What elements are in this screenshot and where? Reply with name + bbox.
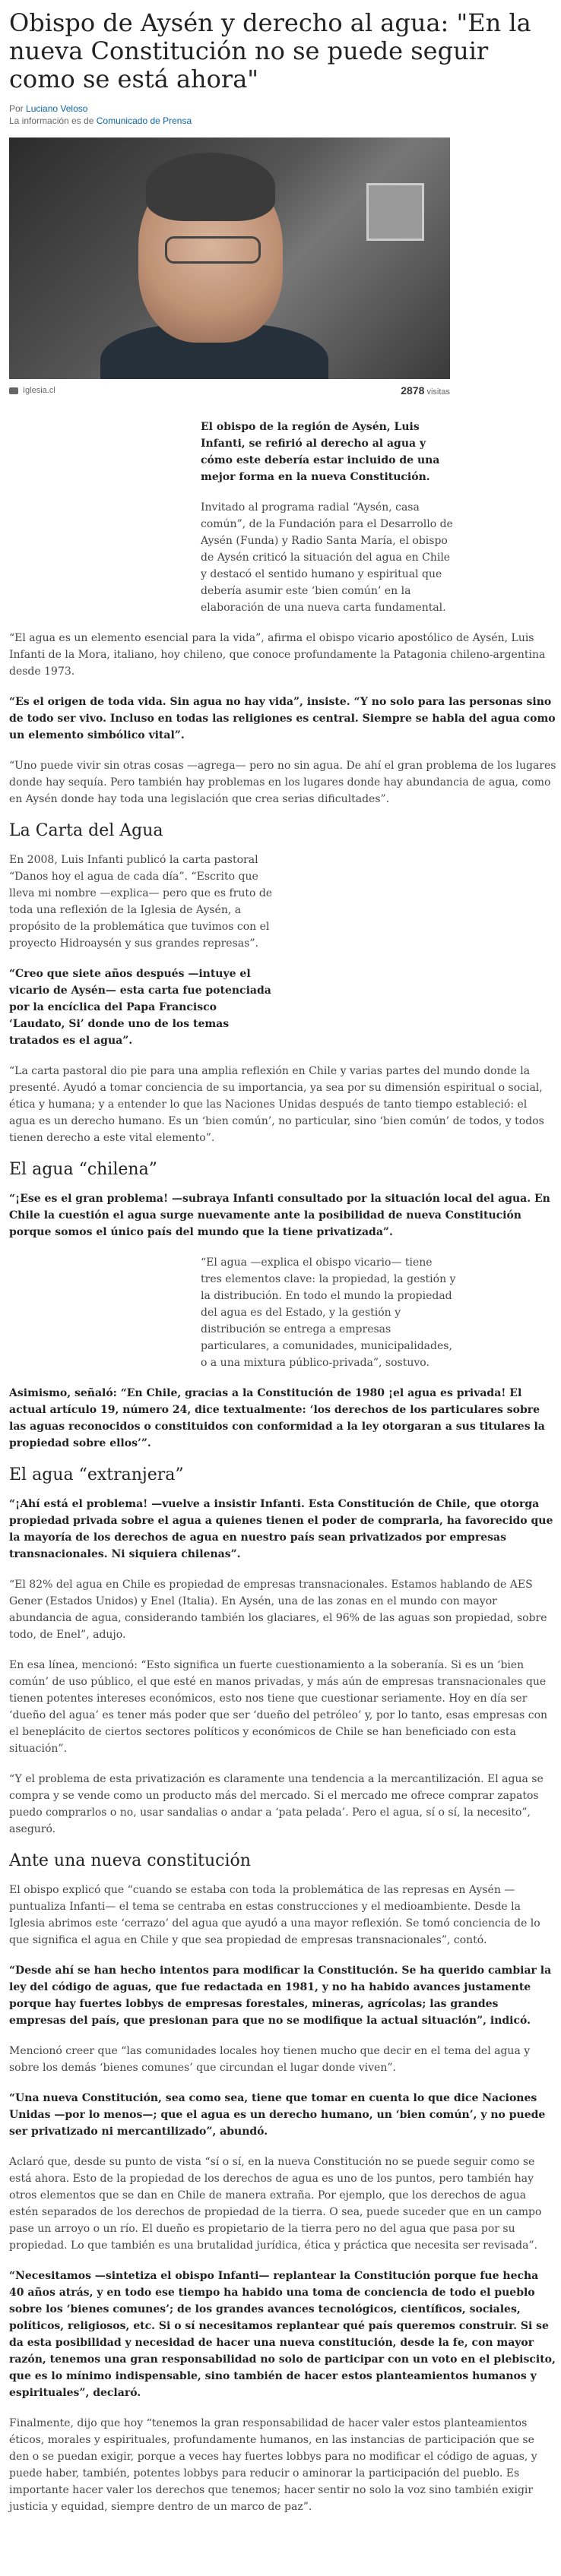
paragraph (9, 1385, 556, 1452)
visits-count: 2878 (401, 384, 425, 397)
paragraph: En esa línea, mencionó: “Esto significa un fuerte cuestionamiento a la soberanía. Si es un ‘bien común’ de uso público, el que esté en manos privadas, y más aún de empresas transnacionales que tienen potentes intereses económicos, esto nos tiene que cuestionar seriamente. Hoy en día ser ‘dueño del agua’ es tener más poder que ser ‘dueño del petróleo’ y, por lo tanto, esas empresas con el beneplácito de ciertos sectores políticos y económicos de Chile se han beneficiado con esta situación”. (9, 1659, 548, 1755)
byline-prefix: Por (9, 103, 24, 114)
photo-credit-text: Iglesia.cl (23, 386, 55, 395)
paragraph: En 2008, Luis Infanti publicó la carta pastoral “Danos hoy el agua de cada día”. “Escrito que lleva mi nombre —explica— pero que es fruto de toda una reflexión de la Iglesia de Aysén, a propósito de la problemática que tuvimos con el proyecto Hidroaysén y sus grandes represas”. (9, 854, 273, 950)
paragraph (9, 2090, 556, 2140)
paragraph: El obispo explicó que “cuando se estaba con toda la problemática de las represas en Aysén —puntualiza Infanti— el tema se centraba en estas construcciones y el medioambiente. Desde la Iglesia abrimos este ‘cerrazo’ del agua que ayudó a una mayor reflexión. Se tomó conciencia de lo que significa el agua en Chile y que sea propiedad de empresas transnacionales”, contó. (9, 1884, 540, 1946)
paragraph (9, 694, 556, 744)
paragraph (9, 1190, 556, 1241)
article (9, 9, 556, 2515)
quote-text: “Es el origen de toda vida. Sin agua no hay vida”, insiste. “Y no solo para las personas sino de todo ser vivo. Incluso en todas las religiones es central. Siempre se habla del agua como un elemento simbólico vital”. (9, 696, 556, 741)
paragraph (9, 2268, 556, 2401)
quote-text: “Desde ahí se han hecho intentos para modificar la Constitución. Se ha querido cambiar la ley del código de aguas, que fue redactada en 1981, y no ha habido avances justamente porque hay fuertes lobbys de empresas forestales, mineras, agrícolas; las grandes empresas del país, que presionan para que no se modifique la actual situación”, indicó. (9, 1964, 552, 2027)
photo-hair (146, 153, 275, 221)
paragraph (9, 1496, 556, 1563)
quote-text: “¡Ese es el gran problema! —subraya Infanti consultado por la situación local del agua. En Chile la cuestión el agua surge nuevamente ante la posibilidad de nueva Constitución porque somos el único país del mundo que la tiene privatizada”. (9, 1193, 550, 1238)
quote-text: “¡Ahí está el problema! —vuelve a insistir Infanti. Esta Constitución de Chile, que otorga propiedad privada sobre el agua a quienes tienen el poder de comprarla, ha favorecido que la mayoría de los derechos de agua en nuestro país sean privatizados por empresas transnacionales. Ni siquiera chilenas”. (9, 1498, 553, 1560)
section-heading: El agua “extranjera” (9, 1465, 184, 1484)
byline (9, 103, 556, 127)
paragraph: Finalmente, dijo que hoy “tenemos la gran responsabilidad de hacer valer estos planteamientos éticos, morales y espirituales, profundamente humanos, en las instancias de participación que se den o se puedan exigir, porque a veces hay fuertes lobbys para no modificar el código de aguas, y puede haber, también, potentes lobbys para reducir o aminorar la participación del pueblo. Es importante hacer valer los derechos que tenemos; hacer sentir no solo la voz sino también exigir justicia y equidad, siempre dentro de un marco de paz”. (9, 2417, 537, 2513)
paragraph: “Uno puede vivir sin otras cosas —agrega— pero no sin agua. De ahí el gran problema de los lugares donde hay sequía. Pero también hay problemas en los lugares donde hay abundancia de agua, como en Aysén donde hay toda una legislación que crea serias dificultades”. (9, 760, 556, 805)
paragraph: “Y el problema de esta privatización es claramente una tendencia a la mercantilización. El agua se compra y se vende como un producto más del mercado. Si el mercado me ofrece comprar zapatos puedo comprarlos o no, usar sandalias o andar a ‘pata pelada’. Pero el agua, sí o sí, la necesito”, aseguró. (9, 1773, 544, 1835)
quote-text: Asimismo, señaló: “En Chile, gracias a la Constitución de 1980 ¡el agua es privada! El actual artículo 19, número 24, dice textualmente: ‘los derechos de los particulares sobre las aguas reconocidos o constituidos con conformidad a la ley otorgaran a sus titulares la propiedad sobre ellos’”. (9, 1387, 545, 1449)
quote-text: “Necesitamos —sintetiza el obispo Infanti— replantear la Constitución porque fue hecha 40 años atrás, y en todo ese tiempo ha habido una toma de conciencia de todo el pueblo sobre los ‘bienes comunes’; de los grandes avances tecnológicos, científicos, sociales, políticos, religiosos, etc. Si o sí necesitamos replantear qué país queremos construir. Si se da esta posibilidad y necesidad de hacer una nueva constitución, desde la fe, con mayor razón, tenemos una gran responsabilidad no solo de participar con un voto en el plebiscito, que es lo mínimo indispensable, sino también de hacer estos planteamientos humanos y espirituales”, declaró. (9, 2270, 556, 2399)
paragraph (9, 966, 275, 1049)
visits-counter (401, 384, 450, 397)
visits-label: visitas (426, 387, 450, 397)
photo-sign (366, 183, 424, 241)
author-link[interactable]: Luciano Veloso (26, 103, 88, 114)
paragraph: “El 82% del agua en Chile es propiedad de empresas transnacionales. Estamos hablando de AES Gener (Estados Unidos) y Enel (Italia). En Aysén, una de las zonas en el mundo con mayor abundancia de agua, considerando también los glaciares, el 96% de las aguas son propiedad, sobre todo, de Enel”, adujo. (9, 1579, 547, 1641)
paragraph: “La carta pastoral dio pie para una amplia reflexión en Chile y varias partes del mundo donde la presenté. Ayudó a tomar conciencia de su importancia, ya sea por su dimensión espiritual o social, ética y humana; y a entender lo que las Naciones Unidas después de tanto tiempo estableció: el agua es un derecho humano. Es un ‘bien común’, no particular, sino ‘bien común’ de todos, y todos tienen derecho a este vital elemento”. (9, 1065, 544, 1144)
source-link[interactable]: Comunicado de Prensa (96, 115, 192, 126)
article-body (9, 419, 556, 2515)
article-photo (9, 137, 450, 379)
quote-text: “Creo que siete años después —intuye el vicario de Aysén— esta carta fue potenciada por la encíclica del Papa Francisco ‘Laudato, Si’ donde uno de los temas tratados es el agua”. (9, 968, 271, 1047)
paragraph: “El agua —explica el obispo vicario— tiene tres elementos clave: la propiedad, la gestión y la distribución. En todo el mundo la propiedad del agua es del Estado, y la gestión y distribución se entrega a empresas particulares, a comunidades, municipalidades, o a una mixtura público-privada”, sostuvo. (201, 1256, 456, 1369)
photo-glasses (165, 236, 261, 264)
source-prefix: La información es de (9, 115, 94, 126)
article-title: Obispo de Aysén y derecho al agua: "En la nueva Constitución no se puede seguir como se está ahora" (9, 8, 531, 93)
lead-text: El obispo de la región de Aysén, Luis Infanti, se refirió al derecho al agua y cómo este debería estar incluido de una mejor forma en la nueva Constitución. (201, 421, 440, 483)
paragraph: Mencionó creer que “las comunidades locales hoy tienen mucho que decir en el tema del agua y sobre los demás ‘bienes comunes’ que circundan el lugar donde viven”. (9, 2045, 531, 2074)
paragraph: Aclaró que, desde su punto de vista “sí o sí, en la nueva Constitución no se puede seguir como se está ahora. Esto de la propiedad de los derechos de agua es uno de los puntos, pero también hay otros elementos que se dan en Chile de manera extraña. Por ejemplo, que los derechos de agua estén separados de los derechos de propiedad de la tierra. O sea, puede suceder que en un campo pase un arroyo o un río. El dueño es propietario de la tierra pero no del agua que pasa por su propiedad. Lo que también es una brutalidad jurídica, ética y práctica que necesita ser revisada”. (9, 2156, 542, 2252)
paragraph: Invitado al programa radial “Aysén, casa común”, de la Fundación para el Desarrollo de Aysén (Funda) y Radio Santa María, el obispo de Aysén criticó la situación del agua en Chile y destacó el sentido humano y espiritual que debería asumir este ‘bien común’ en la elaboración de una nueva carta fundamental. (201, 501, 453, 614)
section-heading: Ante una nueva constitución (9, 1851, 251, 1870)
photo-credit (9, 386, 55, 395)
paragraph: “El agua es un elemento esencial para la vida”, afirma el obispo vicario apostólico de Aysén, Luis Infanti de la Mora, italiano, hoy chileno, que conoce profundamente la Patagonia chileno-argentina desde 1973. (9, 632, 546, 678)
section-heading: La Carta del Agua (9, 821, 163, 840)
section-heading: El agua “chilena” (9, 1160, 157, 1179)
photo-meta (9, 384, 450, 397)
quote-text: “Una nueva Constitución, sea como sea, tiene que tomar en cuenta lo que dice Naciones Unidas —por lo menos—; que el agua es un derecho humano, un ‘bien común’, y no puede ser privatizado ni mercantilizado”, abundó. (9, 2092, 546, 2138)
paragraph (9, 1962, 556, 2029)
lead-paragraph (201, 419, 456, 485)
camera-icon (9, 387, 18, 394)
